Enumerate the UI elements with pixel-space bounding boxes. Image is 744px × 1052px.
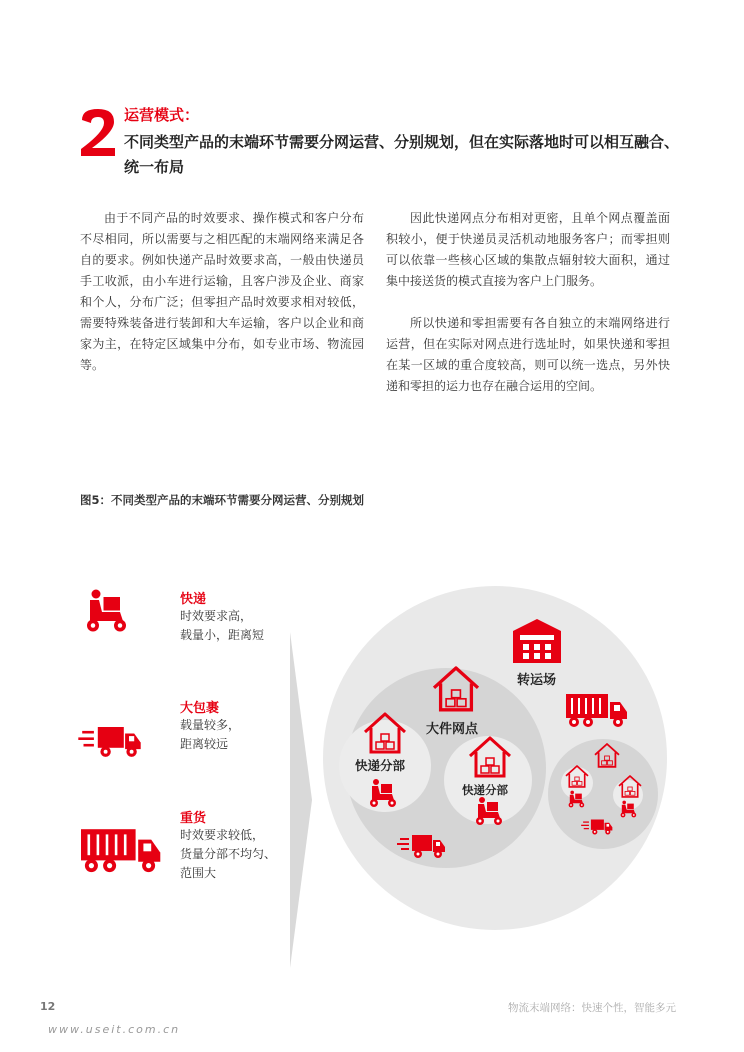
legend-desc-express: 时效要求高， 载量小，距离短 (180, 609, 265, 642)
legend-title-large-parcel: 大包裹 (180, 701, 220, 716)
scooter-delivery-icon (87, 590, 126, 632)
section-title: 运营模式： (124, 106, 200, 124)
legend-title-heavy: 重货 (180, 811, 207, 826)
body-left-column (80, 208, 364, 376)
fast-truck-icon (78, 727, 140, 757)
paragraph: 所以快递和零担需要有各自独立的末端网络进行运营，但在实际对网点进行选址时，如果快递和零担在某一区域的重合度较高，则可以统一选点，另外快递和零担的运力也存在融合运用的空间。 (386, 316, 670, 393)
heavy-truck-icon (81, 829, 160, 872)
footer-text: 物流末端网络：快速个性，智能多元 (508, 1002, 676, 1014)
section-heading: 不同类型产品的末端环节需要分网运营、分别规划，但在实际落地时可以相互融合、统一布局 (124, 133, 680, 176)
paragraph: 因此快递网点分布相对更密，且单个网点覆盖面积较小，便于快递员灵活机动地服务客户；而零担则可以依靠一些核心区域的集散点辐射较大面积，通过集中接送货的模式直接为客户上门服务。 (386, 211, 670, 288)
legend-title-express: 快递 (180, 592, 207, 607)
paragraph: 由于不同产品的时效要求、操作模式和客户分布不尽相同，所以需要与之相匹配的末端网络来满足各自的要求。例如快递产品时效要求高，一般由快递员手工收派，由小车进行运输，且客户涉及企业、商家和个人，分布广泛；但零担产品时效要求相对较低，需要特殊装备进行装卸和大车运输，客户以企业和商家为主，在特定区域集中分布，如专业市场、物流园等。 (80, 211, 364, 372)
section-number-2-icon (78, 106, 118, 158)
page-number: 12 (40, 1000, 56, 1013)
body-right-column (386, 208, 670, 397)
legend-desc-large-parcel: 载量较多， 距离较远 (180, 718, 241, 751)
arrow-divider (290, 632, 312, 968)
label-express-branch: 快递分部 (355, 758, 406, 773)
legend-desc-heavy: 时效要求较低， 货量分部不均匀、 范围大 (180, 828, 277, 880)
figure-caption: 图5：不同类型产品的末端环节需要分网运营、分别规划 (80, 493, 364, 507)
label-large-outlet: 大件网点 (426, 722, 479, 737)
watermark: www.useit.com.cn (48, 1023, 181, 1036)
label-transfer: 转运场 (517, 673, 557, 688)
label-express-branch: 快递分部 (462, 783, 508, 797)
